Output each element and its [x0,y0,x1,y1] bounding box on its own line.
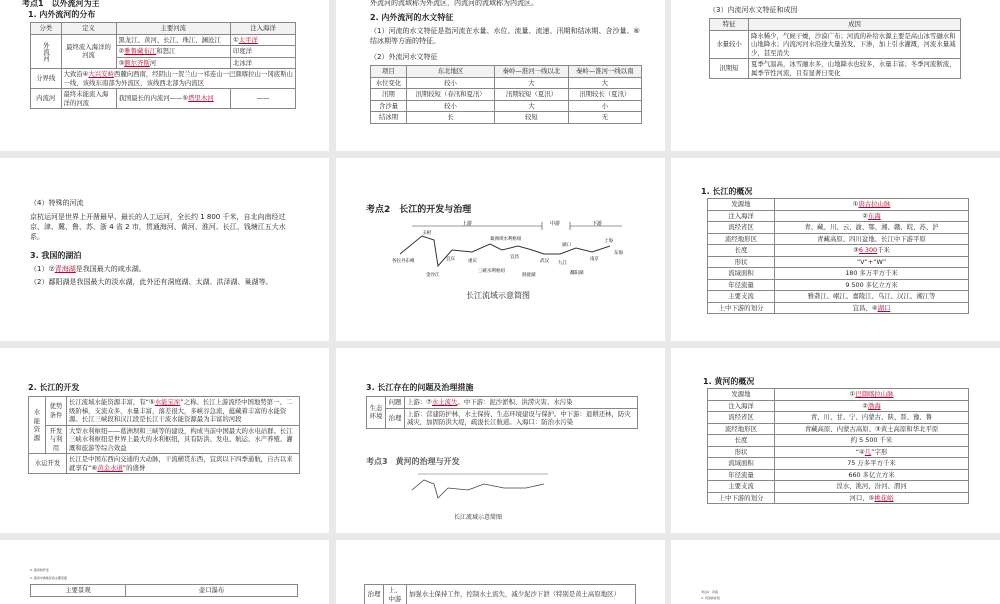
cell: 较小 [406,100,494,112]
slide-thumbnail-9[interactable] [671,348,1000,533]
cell-development: 开发与利用 [46,425,67,454]
cell: ①唐古拉山脉 [775,199,969,211]
cell: 上中下游的划分 [708,492,775,504]
th-class: 分类 [31,23,62,35]
cell: “V”+“W” [775,256,969,268]
cell: 上游：⑦水土流失。中下游：泥沙淤积、洪涝灾害、水污染 [405,397,638,409]
cell: 流经地形区 [708,423,775,435]
paragraph: （3）内流河水文特征和成因 [709,5,797,15]
cell-outflow: 外流河 [31,34,62,69]
paragraph: 京杭运河是世界上开凿最早、最长的人工运河，全长约 1 800 千米，自北向南经过京、津、冀、鲁、苏、浙 4 省 2 市，贯通海河、黄河、淮河、长江、钱塘江五大水系。 [30,212,292,242]
cell: 较短 [495,112,568,124]
cell: 加强水土保持工作，控制水土流失，减少泥沙下泄（特别是黄土高原地区） [407,585,636,604]
cell-inland-ocean: —— [231,89,296,109]
cell-hydropower: 水能资源 [29,397,46,454]
answer-blank: 6 300 [859,246,877,254]
answer-blank: 黄金水道 [97,464,123,472]
cell: 主要景观 [31,585,126,597]
paragraph: （2）外流河水文特征 [370,52,437,62]
cell: 水量较小 [710,30,749,59]
cell-boundary-desc: 大致沿④大兴安岭西麓向西南，经阴山一贺兰山一祁连山一巴颜喀拉山一冈底斯山一线，该线东南部为外流区，该线西北部为内流区 [61,69,296,89]
section-heading: 2. 内外流河的水文特征 [370,12,453,23]
th: 秦岭—淮河一线以北 [495,66,568,78]
cell-advantage: 优势条件 [46,397,67,426]
cell: 夏季气温高，冰雪融水多，山地降水也较多，水量丰富；冬季河流断流，属季节性河流，且有显著日变化 [749,59,961,79]
paragraph: （1）河流的水文特征是指河流在水量、水位、流量、流速、汛期和结冰期、含沙量、⑥结冰期等方面的特征。 [370,26,640,46]
paragraph: （2）鄱阳湖是我国最大的淡水湖，此外还有洞庭湖、太湖、洪泽湖、巢湖等。 [30,277,292,287]
cell: 流域面积 [708,268,775,280]
section-heading: 2. 长江的开发 [28,382,79,393]
distribution-table [30,22,296,109]
cell: 汛期较短（春汛和夏汛） [406,89,494,101]
th-def: 定义 [61,23,116,35]
map-label: 葛洲坝水利枢纽 [490,235,522,242]
slide-thumbnail-10[interactable] [0,540,329,604]
map-label: 宜宾 [446,255,455,262]
paragraph: （1）⑦青海湖是我国最大的咸水湖。 [30,264,146,274]
cell-rivers-pacific: 黑龙江、黄河、长江、珠江、澜沧江 [116,34,231,46]
map-label: 湖口 [562,241,571,248]
cell: 汛期短 [710,59,749,79]
cell-ecology: 生态环境 [367,397,386,429]
cell: 大 [495,100,568,112]
cell: ②渤海 [775,400,969,412]
cell: 问题 [386,397,405,409]
cell: 大 [568,77,641,89]
th: 项目 [371,66,407,78]
cell: 年径流量 [708,279,775,291]
th-rivers: 主要河流 [116,23,231,35]
map-label: 重庆 [468,257,477,264]
cell: 结冰期 [371,112,407,124]
cell: 流域面积 [708,458,775,470]
cell: 长江流域水能资源丰富，有“⑤水能宝库”之称。长江上游流经中国地势第一、二级阶梯，支流众多，水量丰富，落差很大，多峡谷急流，蕴藏着丰富的水能资源。长江三峡段和汉江段是长江干流水能资源最为丰富的河段 [67,397,300,426]
cell: ①巴颜喀拉山脉 [775,389,969,401]
th: 特征 [710,19,749,31]
yangtze-development-table [28,396,300,474]
mini-map [408,468,558,508]
section-heading: 1. 黄河的概况 [703,376,754,387]
slide-thumbnail-6[interactable] [671,158,1000,341]
cell: 汛期较短（夏汛） [495,89,568,101]
map-label: 玉树 [422,229,431,236]
cell-rivers-indian: ②雅鲁藏布江和怒江 [116,46,231,58]
cell: 壶口瀑布 [126,585,298,597]
cell: 660 多亿立方米 [775,469,969,481]
map-label: 东海 [614,249,623,256]
cell: 约 5 500 千米 [775,435,969,447]
th: 成因 [749,19,961,31]
answer-blank: 青海湖 [55,265,76,273]
cell: ②东海 [775,210,969,222]
cell: 75 万多平方千米 [775,458,969,470]
cell: 长 [406,112,494,124]
cell-inland-def: 最终未能流入海洋的河流 [61,89,116,109]
th: 东北地区 [406,66,494,78]
cell: 较小 [406,77,494,89]
answer-blank: 雅鲁藏布江 [124,47,156,55]
answer-blank: 东海 [868,212,881,220]
tiny-text: 2. 黄河的开发 [30,568,49,572]
cell: 宜昌、④湖口 [775,302,969,314]
cell: 青、藏、川、云、渝、鄂、湘、赣、皖、苏、沪 [775,222,969,234]
cell: 发源地 [708,199,775,211]
slide-title: 考点1 以外流河为主 [22,0,100,9]
tiny-text: 考点4 河流 [701,590,718,594]
cell: 年径流量 [708,469,775,481]
answer-blank: 渤海 [868,402,881,410]
map-caption: 长江流域示意简图 [466,290,530,301]
cell-ocean-pacific: ①太平洋 [231,34,296,46]
cell: 汛期 [371,89,407,101]
slide-title: 考点2 长江的开发与治理 [366,202,471,215]
map-label: 三峡水利枢纽 [478,267,505,274]
yangtze-map [392,220,628,282]
cell: 湟水、洮河、汾河、渭河 [775,481,969,493]
cell: 长度 [708,245,775,257]
cell: 雅砻江、岷江、嘉陵江、乌江、汉江、湘江等 [775,291,969,303]
cell: 主要支流 [708,481,775,493]
answer-blank: 水土流失 [432,398,458,406]
cell: 注入海洋 [708,400,775,412]
tiny-text: 1. 河流的补给 [701,596,720,600]
paragraph: （4）特殊的河流 [30,198,83,208]
cell: 流经省区 [708,412,775,424]
tiny-text: 1. 黄河中游地区的主要景观 [30,576,67,580]
cell: 河口、⑤桃花峪 [775,492,969,504]
cell-ocean-arctic: 北冰洋 [231,57,296,69]
cell: 180 多万平方千米 [775,268,969,280]
map-label: 南京 [590,255,599,262]
cell: 形状 [708,256,775,268]
answer-blank: 太平洋 [239,36,258,44]
answer-blank: 水能宝库 [155,398,181,406]
cell: 上游：营建防护林，水土保持、生态环境建设与保护。中下游：退耕还林，防灾减灾，加固防洪大堤，疏浚长江航道。入海口：防治水污染 [405,408,638,428]
cell: 大 [495,77,568,89]
slide-thumbnail-3[interactable] [671,0,1000,151]
answer-blank: 塔里木河 [188,94,214,102]
cell: 上中下游的划分 [708,302,775,314]
map-caption: 长江流域示意简图 [454,512,502,521]
answer-blank: 几 [865,448,871,456]
section-heading: 3. 长江存在的问题及治理措施 [366,382,473,393]
answer-blank: 湖口 [878,304,891,312]
cell: 大型水利枢纽——葛洲坝和三峡等的建设，构成当前中国最大的水电站群。长江三峡水利枢纽是世界上最大的水利枢纽，具有防洪、发电、航运、水产养殖、灌溉和旅游等综合效益 [67,425,300,454]
cell: 9 500 多亿立方米 [775,279,969,291]
cell: “④几”字形 [775,446,969,458]
cell: 青、川、甘、宁、内蒙古、陕、晋、豫、鲁 [775,412,969,424]
cell-rivers-arctic: ③额尔齐斯河 [116,57,231,69]
label-upper: 上游 [462,220,472,227]
slide-thumbnail-1[interactable] [0,0,329,151]
answer-blank: 巴颜喀拉山脉 [855,390,893,398]
map-label: 洞庭湖 [522,271,536,278]
answer-blank: 额尔齐斯 [124,59,150,67]
slide-thumbnail-11[interactable] [336,540,665,604]
yellow-river-table [707,388,969,504]
map-label: 鄱阳湖 [570,269,584,276]
cell-ocean-indian: 印度洋 [231,46,296,58]
answer-blank: 大兴安岭 [88,70,114,78]
cell-inland-rivers: 我国最长的内流河——⑤塔里木河 [116,89,231,109]
cell: 长江是中国东西向交通的大动脉，干流横贯东西，宜宾以下四季通航，自古以来就享有“⑥黄金水道”的盛誉 [67,454,300,474]
map-label: 上海 [604,237,613,244]
answer-blank: 唐古拉山脉 [858,200,890,208]
cell-boundary: 分界线 [31,69,62,89]
yangtze-overview-table [707,198,969,314]
cell: 青藏高原、内蒙古高原、③黄土高原和华北平原 [775,423,969,435]
slide-thumbnail-12[interactable] [671,540,1000,604]
cell: 上、中游 [384,585,407,604]
cell: 注入海洋 [708,210,775,222]
th: 秦岭—淮河一线以南 [568,66,641,78]
section-heading: 1. 内外流河的分布 [28,9,95,20]
map-label: 各拉丹东峰 [392,257,415,264]
cell-inland: 内流河 [31,89,62,109]
cell: 流经省区 [708,222,775,234]
slide-thumbnail-2[interactable] [336,0,665,151]
cell: 主要支流 [708,291,775,303]
cell: 发源地 [708,389,775,401]
slide-thumbnail-5[interactable] [336,158,665,341]
cell: 治理 [365,585,384,604]
answer-blank: 桃花峪 [874,494,893,502]
map-label: 武汉 [540,257,549,264]
cell: 汛期较长（夏汛） [568,89,641,101]
cell: 无 [568,112,641,124]
cell: 含沙量 [371,100,407,112]
cell: 水位变化 [371,77,407,89]
cell: 治理 [386,408,405,428]
landscape-table [30,584,298,597]
cell: 形状 [708,446,775,458]
intro-text: 外流河的流域称为外流区，内流河的流域称为内流区。 [370,0,538,8]
problems-table [366,396,638,429]
cell-shipping: 水运开发 [29,454,67,474]
yellow-governance-table [364,584,636,604]
th-ocean: 注入海洋 [231,23,296,35]
slide-thumbnail-7[interactable] [0,348,329,533]
label-lower: 下游 [592,220,602,227]
slide-thumbnail-8[interactable] [336,348,665,533]
inland-river-table [709,18,961,79]
overlapping-title: 考点3 黄河的治理与开发 [366,456,460,467]
map-label: 宜昌 [510,253,519,260]
cell: ③6 300千米 [775,245,969,257]
cell: 降水稀少，气候干燥，沙漠广布；河流的补给水源主要是高山冰雪融水和山地降水；内流河河水沿途大量蒸发、下渗，加上引水灌溉，河流水量减少，甚至消失 [749,30,961,59]
hydrology-table [370,65,642,124]
map-label: 九江 [558,259,567,266]
slide-thumbnail-4[interactable] [0,158,329,341]
cell: 青藏高原、四川盆地、长江中下游平原 [775,233,969,245]
section-heading: 1. 长江的概况 [701,186,752,197]
cell: 流经地形区 [708,233,775,245]
cell: 长度 [708,435,775,447]
section-heading: 3. 我国的湖泊 [30,250,81,261]
map-label: 金沙江 [426,271,440,278]
label-middle: 中游 [550,220,560,227]
cell: 小 [568,100,641,112]
cell-outflow-def: 最终流入海洋的河流 [61,34,116,69]
